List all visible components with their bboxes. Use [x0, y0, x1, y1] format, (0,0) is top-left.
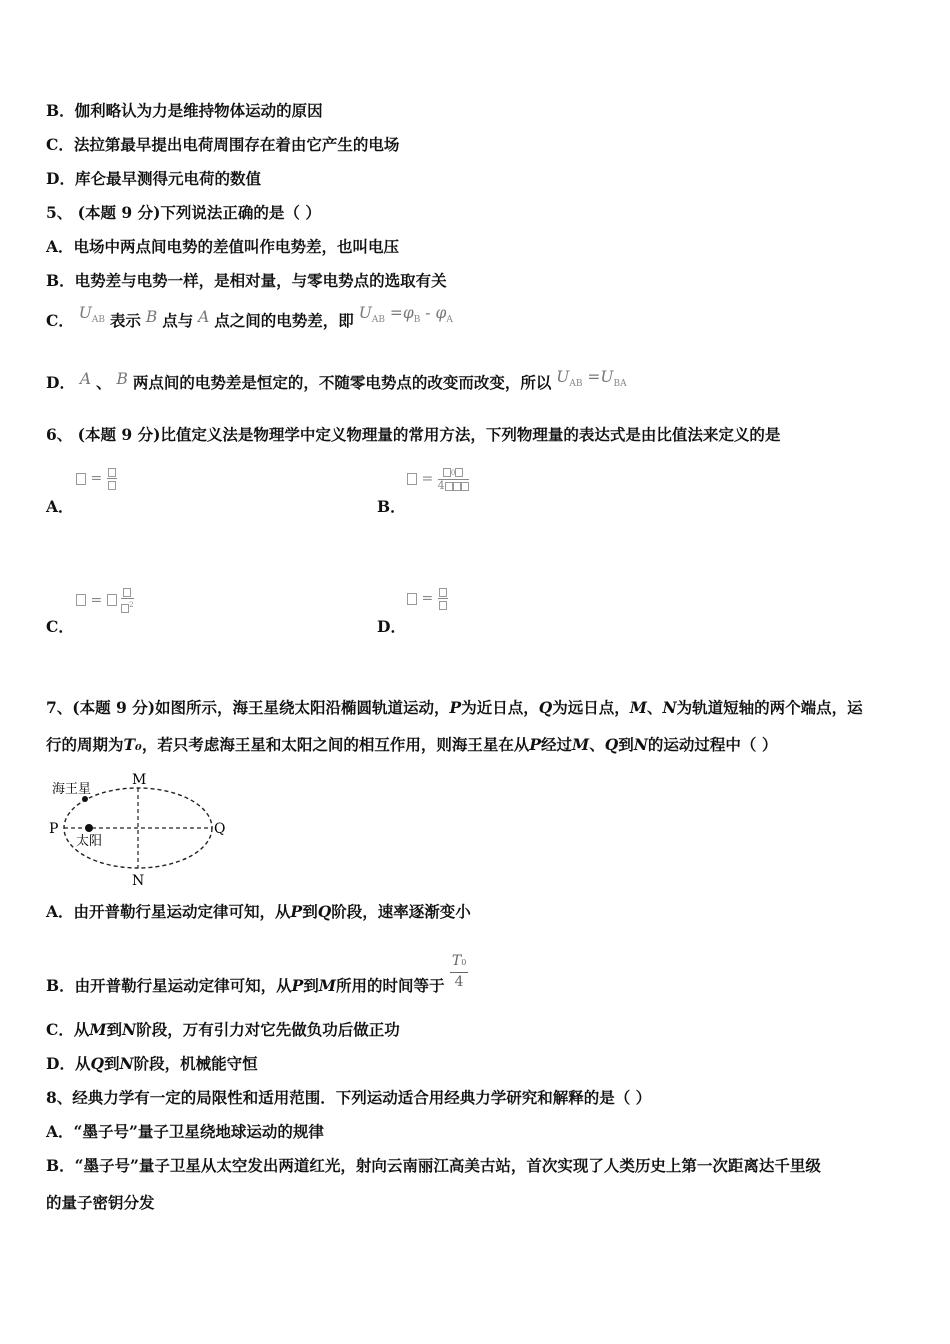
q7-text: 的运动过程中（ ） [647, 735, 778, 754]
label-q: Q [214, 821, 226, 837]
q7-var-n: N [119, 1054, 134, 1073]
q7-option-b [46, 953, 468, 999]
q5-option-d [46, 368, 627, 401]
q5-d-formula-b: B [116, 370, 128, 388]
q5-stem: 5、 (本题 9 分)下列说法正确的是（ ） [46, 203, 321, 222]
q6-option-c: C． [46, 617, 74, 636]
q6-option-d: D． [377, 617, 406, 636]
q7-var-n: N [662, 698, 677, 717]
q7-var-p: P [529, 735, 542, 754]
q7-var-q: Q [604, 735, 619, 754]
q5-option-a: A．电场中两点间电势的差值叫作电势差，也叫电压 [46, 237, 400, 256]
q7-text: A．由开普勒行星运动定律可知，从 [46, 902, 291, 921]
label-p: P [49, 821, 59, 837]
q4-option-c: C．法拉第最早提出电荷周围存在着由它产生的电场 [46, 135, 400, 154]
q7-text: 阶段，机械能守恒 [133, 1054, 258, 1073]
q7-b-fraction-num: T [451, 953, 462, 969]
q7-var-n: N [633, 735, 648, 754]
label-n: N [132, 873, 145, 889]
q7-text: 到 [618, 735, 634, 754]
q4-option-d: D．库仑最早测得元电荷的数值 [46, 169, 261, 188]
q7-text: 经过 [541, 735, 573, 754]
q7-text: 所用的时间等于 [335, 976, 445, 995]
q5-option-b: B．电势差与电势一样，是相对量，与零电势点的选取有关 [46, 271, 447, 290]
q7-text: 为轨道短轴的两个端点，运 [676, 698, 863, 717]
q7-text: C．从 [46, 1020, 90, 1039]
q5-option-c-label: C． [46, 311, 74, 330]
q7-text: D．从 [46, 1054, 91, 1073]
q7-text: 到 [302, 902, 318, 921]
q7-text: 到 [103, 1054, 120, 1073]
planet-label: 海王星 [52, 782, 92, 797]
orbit-diagram [44, 764, 244, 890]
q8-option-b-line-2: 的量子密钥分发 [46, 1193, 155, 1212]
q6-b-den-digit: 4 [437, 479, 445, 492]
q7-var-m: M [572, 735, 590, 754]
q5-c-text-3: 点之间的电势差，即 [214, 311, 354, 330]
q7-text: 、 [646, 698, 663, 717]
q7-text: 为近日点， [461, 698, 539, 717]
q5-option-c [46, 304, 453, 339]
q5-d-formula-a: A [79, 370, 92, 388]
q7-var-p: P [290, 902, 303, 921]
q7-var-m: M [318, 976, 336, 995]
q5-d-text-1: 、 [96, 373, 112, 392]
q7-var-t0: T₀ [123, 735, 142, 754]
q6-option-a: A． [46, 497, 74, 516]
q5-d-formula-uab-uba: $U_{AB} =U_{BA}$ [556, 368, 627, 389]
q7-option-a [46, 901, 471, 923]
label-m: M [132, 772, 147, 788]
q6-b-formula: = $\frac{0}{4}$ [407, 466, 469, 492]
q7-var-q: Q [90, 1054, 104, 1073]
q7-text: 、 [589, 735, 605, 754]
q7-stem-line-2 [46, 734, 777, 756]
q5-c-formula-b: B [145, 308, 158, 326]
q7-option-c [46, 1019, 400, 1041]
q5-c-text-2: 点与 [162, 311, 194, 330]
q7-text: 为远日点， [552, 698, 630, 717]
q5-c-formula-potential: $U_{AB} =\varphi_B - \varphi_A$ [358, 304, 453, 325]
sun-dot [85, 824, 93, 832]
q5-c-formula-a: A [198, 308, 210, 326]
sun-label: 太阳 [76, 834, 103, 849]
q7-text: 到 [303, 976, 319, 995]
q7-b-fraction: $\frac{T0}{4}$ [451, 953, 467, 990]
q7-var-q: Q [538, 698, 553, 717]
q7-var-q: Q [317, 902, 332, 921]
q4-option-b: B．伽利略认为力是维持物体运动的原因 [46, 101, 323, 120]
q6-stem: 6、 (本题 9 分)比值定义法是物理学中定义物理量的常用方法，下列物理量的表达式是由比值法来定义的是 [46, 425, 781, 444]
q7-b-fraction-den: 4 [454, 974, 464, 990]
q7-text: 行的周期为 [46, 735, 124, 754]
q7-text: ，若只考虑海王星和太阳之间的相互作用，则海王星在从 [141, 735, 530, 754]
q8-option-a: A．“墨子号”量子卫星绕地球运动的规律 [46, 1122, 324, 1141]
q6-option-b: B． [377, 497, 406, 516]
q7-var-m: M [629, 698, 647, 717]
q7-text: 阶段，速率逐渐变小 [331, 902, 471, 921]
q7-var-p: P [291, 976, 304, 995]
q7-stem-line-1 [46, 697, 863, 719]
q5-c-formula-uab: $U_{AB}$ [78, 304, 105, 325]
q5-c-text-1: 表示 [109, 311, 141, 330]
q6-a-formula: = [76, 466, 117, 491]
q7-text: 阶段，万有引力对它先做负功后做正功 [136, 1020, 400, 1039]
q7-var-p: P [449, 698, 462, 717]
q6-d-formula: = [407, 586, 448, 611]
q6-c-formula: = $^2$ [76, 586, 134, 615]
q7-var-n: N [122, 1020, 137, 1039]
q5-option-d-label: D． [46, 373, 75, 392]
q7-text: 7、(本题 9 分)如图所示，海王星绕太阳沿椭圆轨道运动， [46, 698, 450, 717]
q7-text: 到 [106, 1020, 123, 1039]
q7-option-d [46, 1053, 258, 1075]
q5-d-text-2: 两点间的电势差是恒定的，不随零电势点的改变而改变，所以 [132, 373, 552, 392]
q8-option-b-line-1: B．“墨子号”量子卫星从太空发出两道红光，射向云南丽江高美古站，首次实现了人类历史上第一次距离达千里级 [46, 1156, 821, 1175]
q7-var-m: M [89, 1020, 107, 1039]
q7-text: B．由开普勒行星运动定律可知，从 [46, 976, 292, 995]
q8-stem: 8、经典力学有一定的局限性和适用范围．下列运动适合用经典力学研究和解释的是（ ） [46, 1088, 652, 1107]
